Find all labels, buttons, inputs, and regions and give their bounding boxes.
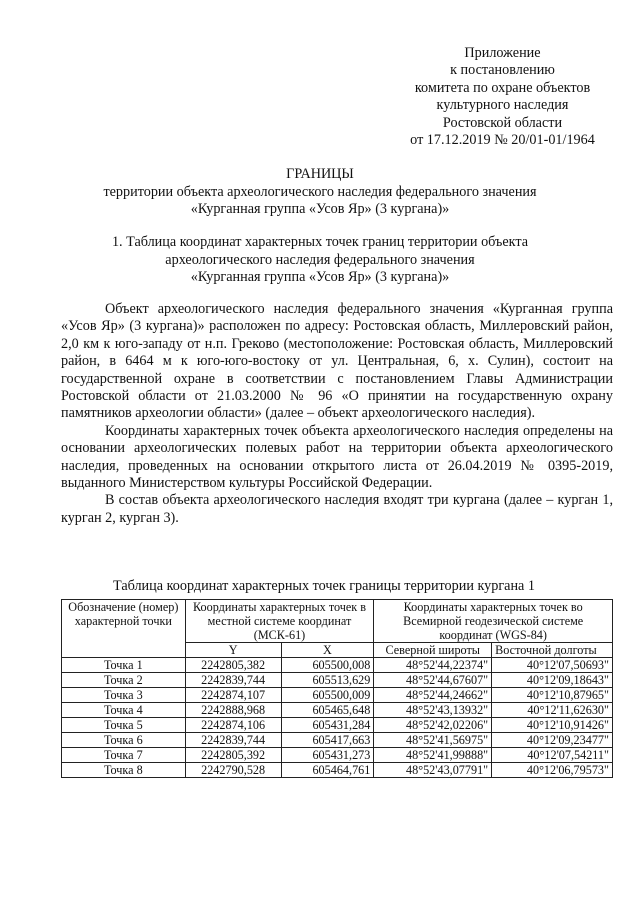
cell-longitude: 40°12'09,23477" [492,733,613,748]
title-line: территории объекта археологического наследия федерального значения [103,183,537,200]
table-row [62,658,613,673]
header-y: Y [185,643,281,658]
cell-latitude: 48°52'44,24662" [374,688,492,703]
cell-x: 605500,008 [281,658,374,673]
paragraph: Объект археологического наследия федерального значения «Курганная группа «Усов Яр» (3 кургана)» расположен по адресу: Ростовская область, Миллеровский район, 2,0 км к юго-западу от н.п. Греково (местоположение: Ростовская область, Миллеровский район, в 6464 м к юго-юго-востоку от ул. Центральная, 6, х. Сулин), состоит на государственной охране в соответствии с постановлением Главы Администрации Ростовской области от 21.03.2000 № 96 «О принятии на государственную охрану памятников археологии области» (далее – объект археологического наследия). [61,301,613,422]
header-local-coords: Координаты характерных точек в местной системе координат (МСК-61) [185,600,374,643]
cell-latitude: 48°52'42,02206" [374,718,492,733]
header-latitude: Северной широты [374,643,492,658]
table-row [62,703,613,718]
cell-point: Точка 1 [62,658,186,673]
cell-y: 2242874,106 [185,718,281,733]
cell-latitude: 48°52'43,07791" [374,763,492,778]
cell-longitude: 40°12'06,79573" [492,763,613,778]
paragraph: В состав объекта археологического наследия входят три кургана (далее – курган 1, курган 2, курган 3). [61,492,613,526]
header-longitude: Восточной долготы [492,643,613,658]
body-text [61,301,613,527]
cell-y: 2242805,392 [185,748,281,763]
appendix-block [395,45,610,149]
appendix-line: Приложение [464,45,541,61]
table-row [62,733,613,748]
table-row [62,748,613,763]
cell-x: 605513,629 [281,673,374,688]
title-line: «Курганная группа «Усов Яр» (3 кургана)» [190,201,450,217]
cell-longitude: 40°12'10,87965" [492,688,613,703]
cell-latitude: 48°52'43,13932" [374,703,492,718]
cell-x: 605431,284 [281,718,374,733]
cell-y: 2242805,382 [185,658,281,673]
table-row [62,673,613,688]
appendix-line: комитета по охране объектов [414,79,591,96]
cell-latitude: 48°52'44,22374" [374,658,492,673]
appendix-line: от 17.12.2019 № 20/01-01/1964 [410,132,595,149]
cell-y: 2242874,107 [185,688,281,703]
cell-y: 2242839,744 [185,733,281,748]
table-row [62,718,613,733]
cell-longitude: 40°12'07,54211" [492,748,613,763]
appendix-line: Ростовской области [442,114,563,131]
cell-point: Точка 6 [62,733,186,748]
cell-y: 2242790,528 [185,763,281,778]
table-row [62,763,613,778]
title-heading: ГРАНИЦЫ [286,166,354,182]
table-row [62,688,613,703]
cell-point: Точка 3 [62,688,186,703]
cell-longitude: 40°12'11,62630" [492,703,613,718]
section-line: «Курганная группа «Усов Яр» (3 кургана)» [190,269,450,285]
cell-latitude: 48°52'41,56975" [374,733,492,748]
cell-y: 2242839,744 [185,673,281,688]
cell-point: Точка 5 [62,718,186,733]
table-caption: Таблица координат характерных точек границы территории кургана 1 [113,578,535,594]
cell-point: Точка 2 [62,673,186,688]
cell-longitude: 40°12'07,50693" [492,658,613,673]
cell-x: 605417,663 [281,733,374,748]
section-heading [60,234,580,287]
cell-x: 605464,761 [281,763,374,778]
appendix-line: к постановлению [450,62,555,79]
cell-longitude: 40°12'09,18643" [492,673,613,688]
header-wgs-coords: Координаты характерных точек во Всемирной геодезической системе координат (WGS-84) [374,600,613,643]
header-point: Обозначение (номер) характерной точки [62,600,186,658]
cell-x: 605500,009 [281,688,374,703]
cell-point: Точка 8 [62,763,186,778]
cell-x: 605431,273 [281,748,374,763]
cell-y: 2242888,968 [185,703,281,718]
header-x: X [281,643,374,658]
cell-x: 605465,648 [281,703,374,718]
coordinates-table [61,599,613,778]
section-line: 1. Таблица координат характерных точек границ территории объекта [111,234,529,250]
cell-point: Точка 7 [62,748,186,763]
cell-latitude: 48°52'41,99888" [374,748,492,763]
section-line: археологического наследия федерального значения [165,251,475,268]
appendix-line: культурного наследия [436,97,569,114]
cell-point: Точка 4 [62,703,186,718]
document-title [60,166,580,219]
cell-longitude: 40°12'10,91426" [492,718,613,733]
cell-latitude: 48°52'44,67607" [374,673,492,688]
paragraph: Координаты характерных точек объекта археологического наследия определены на основании археологических полевых работ на территории объекта археологического наследия, проведенных на основании открытого листа от 26.04.2019 № 0395-2019, выданного Министерством культуры Российской Федерации. [61,422,613,492]
